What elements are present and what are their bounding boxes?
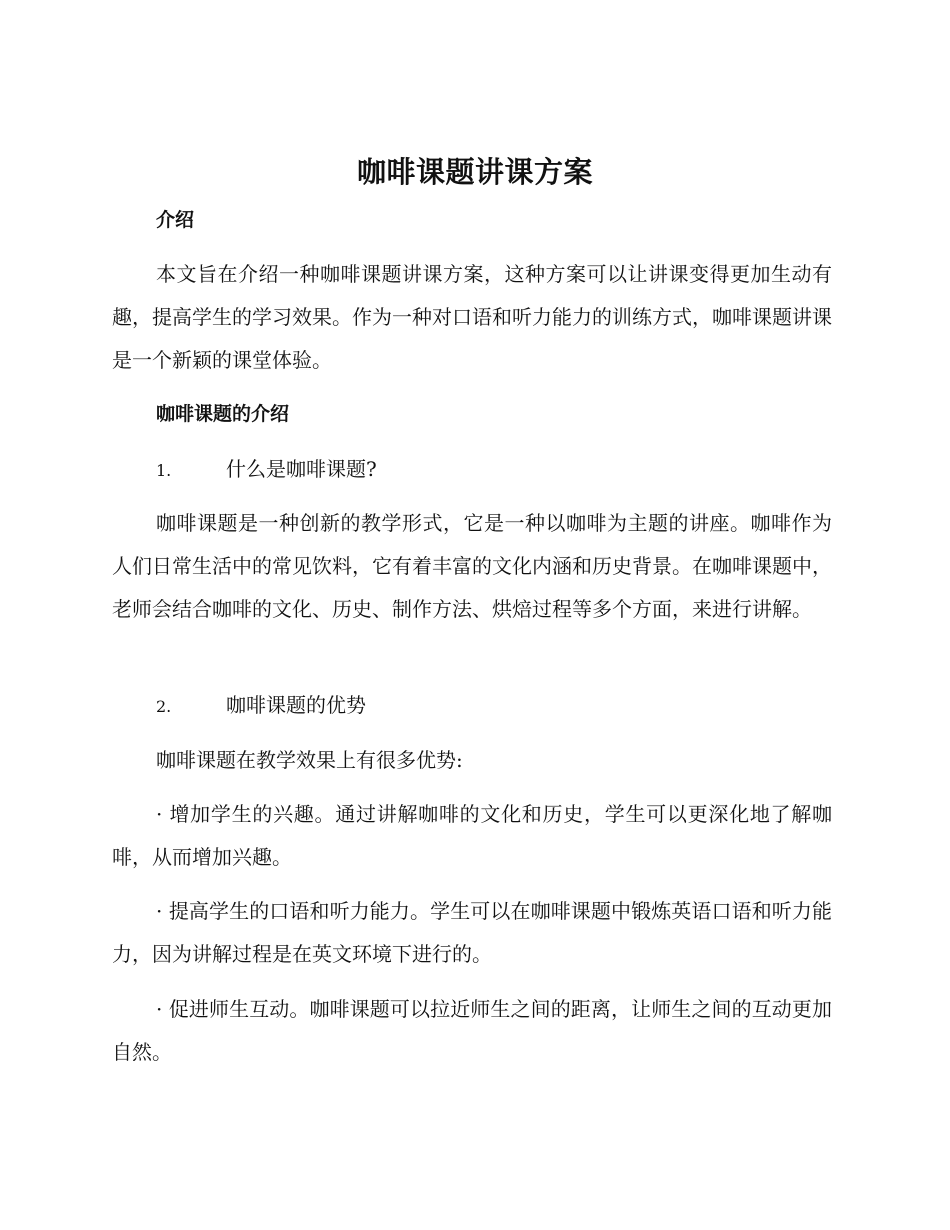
section-heading-coffee-topic: 咖啡课题的介绍	[156, 403, 290, 425]
bullet-interaction: · 促进师生互动。咖啡课题可以拉近师生之间的距离，让师生之间的互动更加自然。	[112, 997, 832, 1064]
bullet-speaking-listening: · 提高学生的口语和听力能力。学生可以在咖啡课题中锻炼英语口语和听力能力，因为讲解过程是在英文环境下进行的。	[112, 899, 832, 966]
item-number: 2.	[156, 697, 172, 716]
item1-paragraph: 咖啡课题是一种创新的教学形式，它是一种以咖啡为主题的讲座。咖啡作为人们日常生活中的常见饮料，它有着丰富的文化内涵和历史背景。在咖啡课题中，老师会结合咖啡的文化、历史、制作方法、烘焙过程等多个方面，来进行讲解。	[112, 511, 832, 621]
section-heading-intro: 介绍	[156, 209, 195, 231]
advantages-intro: 咖啡课题在教学效果上有很多优势:	[156, 748, 463, 772]
document-title: 咖啡课题讲课方案	[356, 155, 593, 189]
intro-paragraph: 本文旨在介绍一种咖啡课题讲课方案，这种方案可以让讲课变得更加生动有趣，提高学生的学习效果。作为一种对口语和听力能力的训练方式，咖啡课题讲课是一个新颖的课堂体验。	[112, 262, 832, 372]
numbered-item-1	[156, 455, 377, 485]
bullet-interest: · 增加学生的兴趣。通过讲解咖啡的文化和历史，学生可以更深化地了解咖啡，从而增加兴趣。	[112, 802, 832, 869]
item-number: 1.	[156, 461, 172, 480]
numbered-item-2	[156, 691, 366, 721]
item-label: 咖啡课题的优势	[226, 693, 366, 717]
item-label: 什么是咖啡课题?	[226, 457, 377, 481]
